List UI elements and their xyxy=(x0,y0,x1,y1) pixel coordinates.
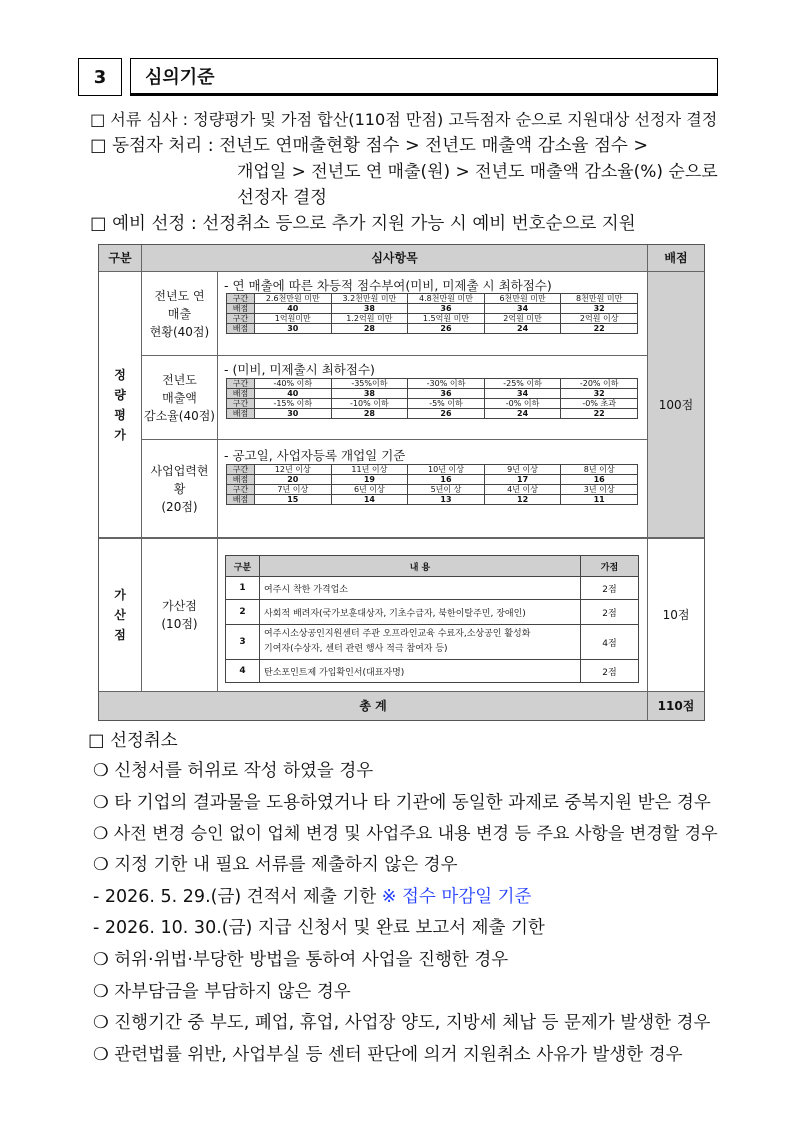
grid-label: 구간 xyxy=(227,465,255,475)
grid-cell: 20 xyxy=(255,475,332,485)
criterion-label-line: 전년도 연 xyxy=(154,288,205,303)
bonus-table xyxy=(225,555,639,683)
grid-cell: 36 xyxy=(408,389,485,399)
header-score: 배점 xyxy=(648,245,704,272)
grid-cell: 3년 이상 xyxy=(561,485,638,495)
grid-cell: 40 xyxy=(255,389,332,399)
total-label: 총 계 xyxy=(99,692,648,720)
deadline-estimate-text: - 2026. 5. 29.(금) 견적서 제출 기한 xyxy=(93,887,382,907)
grid-label: 구간 xyxy=(227,379,255,389)
grid-cell: -25% 이하 xyxy=(484,379,561,389)
score-grid xyxy=(226,293,638,334)
criterion-label-line: 현황(40점) xyxy=(149,324,210,339)
criterion-desc: - 연 매출에 따른 차등적 점수부여(미비, 미제출 시 최하점수) xyxy=(224,278,552,293)
group-bonus-char: 점 xyxy=(114,628,126,642)
header-items: 심사항목 xyxy=(142,245,648,272)
criteria-tiebreak-line2: 개업일 > 전년도 연 매출(원) > 전년도 매출액 감소율(%) 순으로 xyxy=(237,162,718,182)
bonus-label xyxy=(142,539,218,692)
grid-cell: 12 xyxy=(484,495,561,505)
group-quant-char: 정 xyxy=(114,367,126,382)
section-number: 3 xyxy=(78,58,122,96)
grid-cell: 3.2천만원 미만 xyxy=(331,294,408,304)
cancellation-item: ❍ 신청서를 허위로 작성 하였을 경우 xyxy=(93,761,374,781)
criteria-tiebreak-line3: 선정자 결정 xyxy=(237,188,328,208)
quant-score: 100점 xyxy=(648,272,704,539)
criterion-label-line: 사업업력현 xyxy=(150,463,209,478)
grid-cell: -35%이하 xyxy=(331,379,408,389)
criterion-label-line: 감소율(40점) xyxy=(143,408,215,423)
criteria-tiebreak-line1: □ 동점자 처리 : 전년도 연매출현황 점수 > 전년도 매출액 감소율 점수 > xyxy=(90,136,649,156)
grid-cell: 2억원 미만 xyxy=(484,314,561,324)
group-bonus-char: 가 xyxy=(114,588,126,602)
grid-cell: 4.8천만원 미만 xyxy=(408,294,485,304)
score-grid xyxy=(226,378,638,419)
bonus-label-line: (10점) xyxy=(161,617,198,631)
grid-cell: 28 xyxy=(331,324,408,334)
grid-label: 배점 xyxy=(227,475,255,485)
criterion-label-line: 황 xyxy=(173,481,186,496)
grid-cell: 32 xyxy=(561,304,638,314)
grid-cell: 8천만원 미만 xyxy=(561,294,638,304)
section-title: 심의기준 xyxy=(130,58,718,96)
grid-cell: 2.6천만원 미만 xyxy=(255,294,332,304)
grid-cell: -0% 초과 xyxy=(561,399,638,409)
grid-cell: -40% 이하 xyxy=(255,379,332,389)
grid-label: 구간 xyxy=(227,485,255,495)
grid-label: 구간 xyxy=(227,314,255,324)
bonus-item-content: 탄소포인트제 가입확인서(대표자명) xyxy=(260,660,581,683)
bonus-item-points: 2점 xyxy=(581,600,639,625)
grid-cell: 17 xyxy=(484,475,561,485)
grid-cell: -30% 이하 xyxy=(408,379,485,389)
bonus-header-content: 내 용 xyxy=(260,556,581,577)
grid-cell: 7년 이상 xyxy=(255,485,332,495)
grid-cell: 26 xyxy=(408,409,485,419)
grid-cell: 24 xyxy=(484,324,561,334)
cancellation-item: ❍ 진행기간 중 부도, 폐업, 휴업, 사업장 양도, 지방세 체납 등 문제가 발생한 경우 xyxy=(93,1013,711,1033)
grid-label: 배점 xyxy=(227,324,255,334)
group-bonus xyxy=(99,539,142,692)
grid-cell: -20% 이하 xyxy=(561,379,638,389)
grid-cell: 38 xyxy=(331,389,408,399)
grid-cell: 30 xyxy=(255,409,332,419)
group-quant-char: 량 xyxy=(114,387,126,402)
grid-cell: 1.5억원 미만 xyxy=(408,314,485,324)
grid-cell: -0% 이하 xyxy=(484,399,561,409)
grid-cell: 22 xyxy=(561,324,638,334)
bonus-detail xyxy=(218,539,648,692)
total-score: 110점 xyxy=(648,692,704,720)
grid-label: 배점 xyxy=(227,389,255,399)
bonus-header-no: 구분 xyxy=(226,556,260,577)
grid-cell: 34 xyxy=(484,389,561,399)
grid-cell: -5% 이하 xyxy=(408,399,485,409)
bonus-item-content-line: 여주시소상공인지원센터 주관 오프라인교육 수료자,소상공인 활성화 xyxy=(264,629,531,639)
grid-label: 구간 xyxy=(227,294,255,304)
criteria-reserve-selection: □ 예비 선정 : 선정취소 등으로 추가 지원 가능 시 예비 번호순으로 지원 xyxy=(90,214,636,234)
criterion-label xyxy=(142,440,218,539)
criterion-detail xyxy=(218,356,648,440)
bonus-item-points: 2점 xyxy=(581,660,639,683)
grid-cell: -10% 이하 xyxy=(331,399,408,409)
grid-cell: 1.2억원 미만 xyxy=(331,314,408,324)
grid-cell: 10년 이상 xyxy=(408,465,485,475)
grid-cell: 40 xyxy=(255,304,332,314)
deadline-estimate xyxy=(93,884,531,910)
grid-cell: 16 xyxy=(408,475,485,485)
cancellation-item: ❍ 사전 변경 승인 없이 업체 변경 및 사업주요 내용 변경 등 주요 사항을 변경할 경우 xyxy=(93,824,718,844)
grid-cell: 12년 이상 xyxy=(255,465,332,475)
grid-label: 배점 xyxy=(227,409,255,419)
criterion-label xyxy=(142,272,218,356)
bonus-item-points: 4점 xyxy=(581,625,639,660)
cancellation-item: ❍ 자부담금을 부담하지 않은 경우 xyxy=(93,982,351,1002)
criterion-label-line: 매출액 xyxy=(162,390,197,405)
criterion-label-line: 매출 xyxy=(167,306,192,321)
bonus-item-no: 1 xyxy=(226,577,260,600)
criteria-document-review: □ 서류 심사 : 정량평가 및 가점 합산(110점 만점) 고득점자 순으로 지원대상 선정자 결정 xyxy=(90,110,718,129)
bonus-header-points: 가점 xyxy=(581,556,639,577)
grid-label: 배점 xyxy=(227,495,255,505)
bonus-item-no: 3 xyxy=(226,625,260,660)
criterion-detail xyxy=(218,272,648,356)
group-bonus-char: 산 xyxy=(114,608,126,622)
grid-cell: 16 xyxy=(561,475,638,485)
grid-cell: 5년이 상 xyxy=(408,485,485,495)
bonus-item-content xyxy=(260,625,581,660)
grid-cell: 4년 이상 xyxy=(484,485,561,495)
grid-cell: 15 xyxy=(255,495,332,505)
score-grid xyxy=(226,464,638,505)
cancellation-item: ❍ 타 기업의 결과물을 도용하였거나 타 기관에 동일한 과제로 중복지원 받은 경우 xyxy=(93,793,711,813)
bonus-item-content-line: 기여자(수상자, 센터 관련 행사 적극 참여자 등) xyxy=(264,644,448,654)
bonus-item-no: 4 xyxy=(226,660,260,683)
grid-cell: 22 xyxy=(561,409,638,419)
grid-cell: 28 xyxy=(331,409,408,419)
grid-cell: 19 xyxy=(331,475,408,485)
criterion-label-line: (20점) xyxy=(161,499,198,514)
bonus-item-no: 2 xyxy=(226,600,260,625)
grid-cell: 14 xyxy=(331,495,408,505)
cancellation-item: ❍ 관련법률 위반, 사업부실 등 센터 판단에 의거 지원취소 사유가 발생한 경우 xyxy=(93,1045,683,1065)
grid-cell: 6년 이상 xyxy=(331,485,408,495)
criterion-detail xyxy=(218,440,648,539)
grid-cell: 6천만원 미만 xyxy=(484,294,561,304)
grid-cell: 11 xyxy=(561,495,638,505)
grid-label: 구간 xyxy=(227,399,255,409)
bonus-item-content: 여주시 착한 가격업소 xyxy=(260,577,581,600)
cancellation-heading: □ 선정취소 xyxy=(88,731,178,751)
bonus-score: 10점 xyxy=(648,539,704,692)
grid-cell: 11년 이상 xyxy=(331,465,408,475)
grid-cell: 8년 이상 xyxy=(561,465,638,475)
evaluation-table xyxy=(98,244,705,721)
group-quant-char: 평 xyxy=(114,407,126,422)
grid-cell: -15% 이하 xyxy=(255,399,332,409)
criterion-desc: - (미비, 미제출시 최하점수) xyxy=(224,362,375,377)
bonus-item-content: 사회적 배려자(국가보훈대상자, 기초수급자, 북한이탈주민, 장애인) xyxy=(260,600,581,625)
deadline-estimate-note: ※ 접수 마감일 기준 xyxy=(381,887,532,907)
grid-label: 배점 xyxy=(227,304,255,314)
header-category: 구분 xyxy=(99,245,142,272)
group-quantitative xyxy=(99,272,142,539)
group-quant-char: 가 xyxy=(114,427,126,442)
grid-cell: 1억원미만 xyxy=(255,314,332,324)
grid-cell: 30 xyxy=(255,324,332,334)
grid-cell: 32 xyxy=(561,389,638,399)
criterion-label-line: 전년도 xyxy=(162,372,197,387)
bonus-label-line: 가산점 xyxy=(162,599,197,613)
cancellation-item: ❍ 지정 기한 내 필요 서류를 제출하지 않은 경우 xyxy=(93,855,458,875)
grid-cell: 13 xyxy=(408,495,485,505)
grid-cell: 26 xyxy=(408,324,485,334)
grid-cell: 36 xyxy=(408,304,485,314)
grid-cell: 34 xyxy=(484,304,561,314)
bonus-item-points: 2점 xyxy=(581,577,639,600)
criterion-label xyxy=(142,356,218,440)
grid-cell: 9년 이상 xyxy=(484,465,561,475)
criterion-desc: - 공고일, 사업자등록 개업일 기준 xyxy=(224,448,406,463)
cancellation-item: ❍ 허위·위법·부당한 방법을 통하여 사업을 진행한 경우 xyxy=(93,950,509,970)
deadline-report: - 2026. 10. 30.(금) 지급 신청서 및 완료 보고서 제출 기한 xyxy=(93,918,545,938)
grid-cell: 38 xyxy=(331,304,408,314)
grid-cell: 2억원 이상 xyxy=(561,314,638,324)
grid-cell: 24 xyxy=(484,409,561,419)
